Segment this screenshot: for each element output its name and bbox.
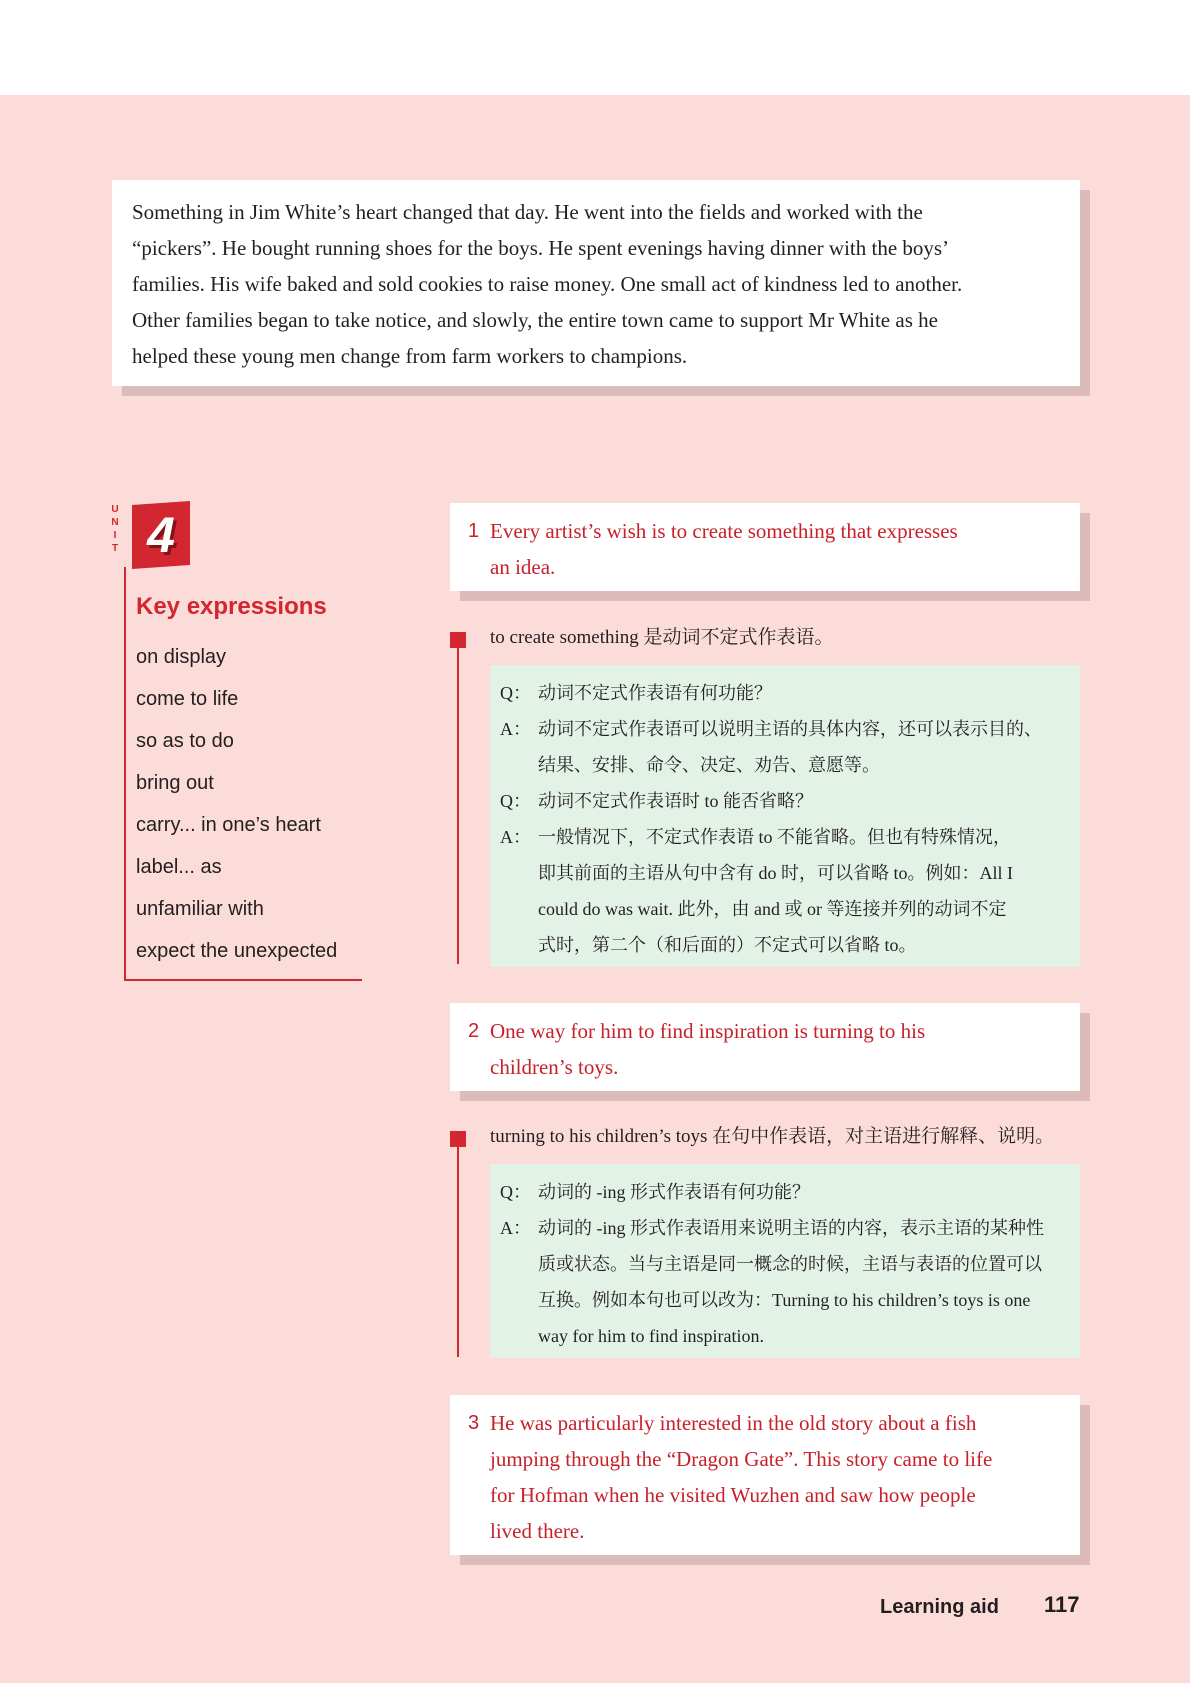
sentence-number: 3 (468, 1412, 480, 1434)
story-line: helped these young men change from farm workers to champions. (132, 344, 688, 368)
sentence-line: jumping through the “Dragon Gate”. This story came to life (490, 1447, 993, 1471)
key-expression-item: come to life (136, 688, 239, 710)
note-marker (450, 632, 466, 648)
qa-item: Q： 动词的 -ing 形式作表语有何功能？ (500, 1182, 810, 1202)
sentence-card-3 (450, 1395, 1080, 1555)
qa-box (490, 1164, 1080, 1358)
key-expression-item: carry... in one’s heart (136, 814, 321, 836)
story-line: families. His wife baked and sold cookies to raise money. One small act of kindness led to another. (132, 272, 963, 296)
unit-number: 4 (147, 507, 175, 563)
key-expression-item: so as to do (136, 730, 234, 752)
story-line: Something in Jim White’s heart changed that day. He went into the fields and worked with the (132, 200, 923, 224)
sentence-line: children’s toys. (490, 1055, 619, 1079)
sentence-line: an idea. (490, 555, 556, 579)
note-bar (457, 632, 459, 964)
key-expression-item: expect the unexpected (136, 940, 338, 962)
sentence-line: One way for him to find inspiration is turning to his (490, 1019, 926, 1043)
sentence-number: 1 (468, 520, 480, 542)
qa-box (490, 665, 1080, 967)
sentence-card-1 (450, 503, 1080, 591)
key-expressions-title: Key expressions (136, 593, 327, 620)
key-expression-item: label... as (136, 856, 222, 878)
sentence-line: Every artist’s wish is to create something that expresses (490, 519, 958, 543)
story-line: Other families began to take notice, and slowly, the entire town came to support Mr White as he (132, 308, 938, 332)
sentence-line: for Hofman when he visited Wuzhen and saw how people (490, 1483, 976, 1507)
page-number: 117 (1044, 1592, 1080, 1617)
key-expression-item: on display (136, 646, 227, 668)
story-line: “pickers”. He bought running shoes for the boys. He spent evenings having dinner with the boys’ (132, 236, 950, 260)
unit-label: U N I T (111, 504, 119, 554)
note-bar (457, 1131, 459, 1357)
qa-item: A： 动词的 -ing 形式作表语用来说明主语的内容，表示主语的某种性 质或状态。当与主语是同一概念的时候，主语与表语的位置可以 互换。例如本句也可以改为：Turning to his children’s toys is one way for him to find inspiration. (500, 1218, 1044, 1346)
sentence-number: 2 (468, 1020, 480, 1042)
qa-item: A： 一般情况下，不定式作表语 to 不能省略。但也有特殊情况， 即其前面的主语从句中含有 do 时，可以省略 to。例如：All I could do was wait. 此外，由 and 或 or 等连接并列的动词不定 式时，第二个（和后面的）不定式可以省略 to。 (500, 827, 1013, 955)
note-marker (450, 1131, 466, 1147)
sentence-line: lived there. (490, 1519, 585, 1543)
key-expressions-list (136, 636, 337, 972)
qa-item: Q： 动词不定式作表语有何功能？ (500, 683, 772, 703)
note-intro: turning to his children’s toys 在句中作表语，对主语进行解释、说明。 (490, 1126, 1055, 1147)
footer-section-label: Learning aid (880, 1596, 999, 1618)
sidebar-divider-vertical (124, 567, 126, 981)
key-expression-item: unfamiliar with (136, 898, 264, 920)
qa-item: A： 动词不定式作表语可以说明主语的具体内容，还可以表示目的、 结果、安排、命令、决定、劝告、意愿等。 (500, 719, 1042, 775)
sentence-card-2 (450, 1003, 1080, 1091)
sidebar-divider-horizontal (124, 979, 362, 981)
key-expression-item: bring out (136, 772, 214, 794)
sentence-line: He was particularly interested in the old story about a fish (490, 1411, 977, 1435)
unit-badge (108, 503, 184, 567)
story-passage (112, 180, 1080, 386)
qa-item: Q： 动词不定式作表语时 to 能否省略？ (500, 791, 813, 811)
note-intro: to create something 是动词不定式作表语。 (490, 627, 834, 648)
